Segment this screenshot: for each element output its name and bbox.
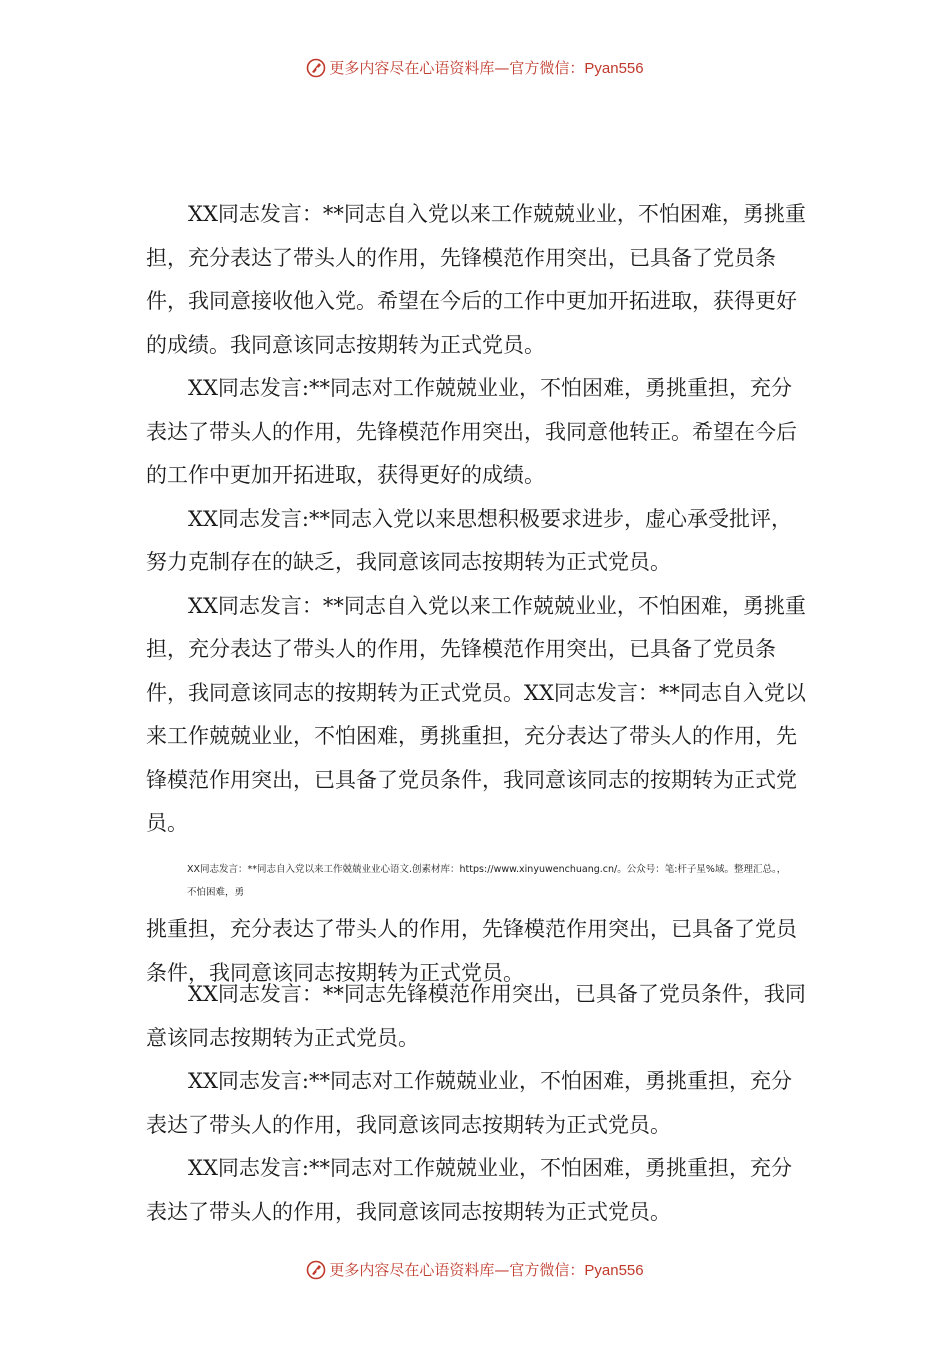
page-footer — [0, 1258, 950, 1283]
header-wechat-id: Pyan556 — [584, 60, 644, 77]
pen-nib-icon — [306, 58, 326, 78]
note-line-1: XX同志发言：**同志自入党以来工作兢兢业业心语文.创素材库：https://www.xinyuwenchuang.cn/。公众号：笔:杆子星%域。整理汇总。， — [187, 864, 787, 875]
document-body-continued — [146, 908, 806, 1234]
inline-note — [187, 858, 907, 904]
paragraph-7: XX同志发言:**同志对工作兢兢业业，不怕困难，勇挑重担，充分表达了带头人的作用，我同意该同志按期转为正式党员。 — [146, 1069, 792, 1137]
paragraph-3: XX同志发言:**同志入党以来思想积极要求进步，虚心承受批评，努力克制存在的缺乏，我同意该同志按期转为正式党员。 — [146, 506, 792, 574]
note-line-2: 不怕困难，勇 — [187, 887, 245, 898]
paragraph-1: XX同志发言：**同志自入党以来工作兢兢业业，不怕困难，勇挑重担，充分表达了带头人的作用，先锋模范作用突出，已具备了党员条件，我同意接收他入党。希望在今后的工作中更加开拓进取，获得更好的成绩。我同意该同志按期转为正式党员。 — [146, 202, 806, 357]
page-header — [0, 56, 950, 81]
header-text: 更多内容尽在心语资料库—官方微信： — [329, 59, 585, 77]
footer-text: 更多内容尽在心语资料库—官方微信： — [329, 1261, 585, 1279]
paragraph-2: XX同志发言:**同志对工作兢兢业业，不怕困难，勇挑重担，充分表达了带头人的作用，先锋模范作用突出，我同意他转正。希望在今后的工作中更加开拓进取，获得更好的成绩。 — [146, 376, 797, 487]
footer-wechat-id: Pyan556 — [584, 1262, 644, 1279]
paragraph-8: XX同志发言:**同志对工作兢兢业业，不怕困难，勇挑重担，充分表达了带头人的作用，我同意该同志按期转为正式党员。 — [146, 1156, 792, 1224]
paragraph-5: 挑重担，充分表达了带头人的作用，先锋模范作用突出，已具备了党员条件，我同意该同志按期转为正式党员。 — [146, 917, 797, 985]
pen-nib-icon — [306, 1260, 326, 1280]
document-body — [146, 193, 806, 846]
paragraph-6: XX同志发言：**同志先锋模范作用突出，已具备了党员条件，我同意该同志按期转为正式党员。 — [146, 982, 806, 1050]
paragraph-4: XX同志发言：**同志自入党以来工作兢兢业业，不怕困难，勇挑重担，充分表达了带头人的作用，先锋模范作用突出，已具备了党员条件，我同意该同志的按期转为正式党员。XX同志发言：**同志自入党以来工作兢兢业业，不怕困难，勇挑重担，充分表达了带头人的作用，先锋模范作用突出，已具备了党员条件，我同意该同志的按期转为正式党员。 — [146, 593, 806, 835]
